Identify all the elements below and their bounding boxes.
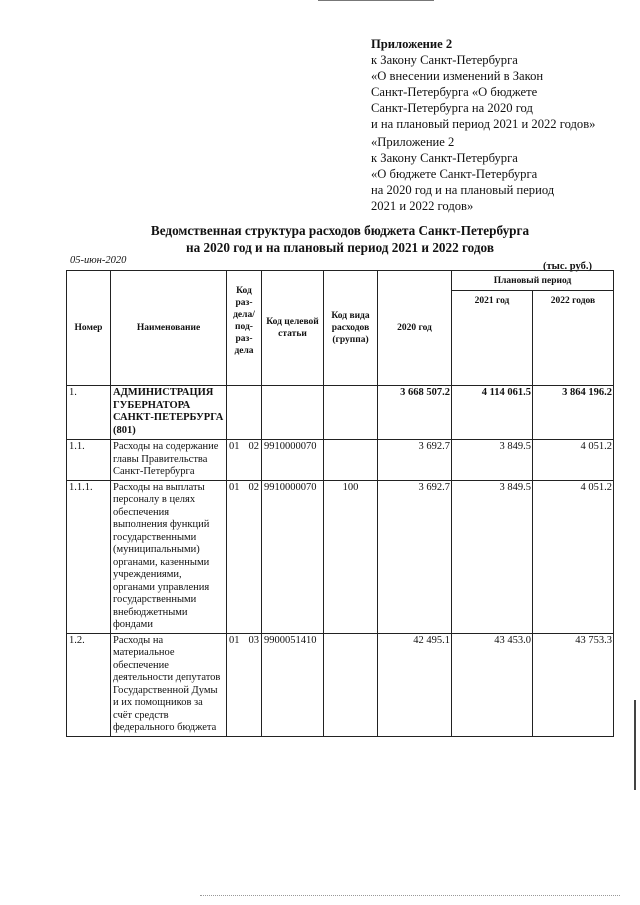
row-2022: 4 051.2 xyxy=(533,440,614,481)
row-2022: 43 753.3 xyxy=(533,633,614,736)
row-section: 01 03 xyxy=(227,633,262,736)
row-2022: 4 051.2 xyxy=(533,480,614,633)
appendix-quote xyxy=(371,134,631,214)
appendix-line: Санкт-Петербурга «О бюджете xyxy=(371,85,538,99)
table-row xyxy=(67,386,614,440)
row-2020: 3 692.7 xyxy=(378,440,452,481)
expenditure-table xyxy=(66,270,614,737)
header-2020: 2020 год xyxy=(378,271,452,386)
row-section: 01 02 xyxy=(227,440,262,481)
top-rule xyxy=(318,0,434,1)
row-target: 9900051410 xyxy=(262,633,324,736)
row-2020: 3 668 507.2 xyxy=(378,386,452,440)
appendix-quote-line: «Приложение 2 xyxy=(371,135,455,149)
row-kind: 100 xyxy=(324,480,378,633)
header-number: Номер xyxy=(67,271,111,386)
row-2021: 4 114 061.5 xyxy=(452,386,533,440)
row-name: Расходы на материальное обеспечение деятельности депутатов Государственной Думы и их помощников за счёт средств федерального бюджета xyxy=(111,633,227,736)
table-row xyxy=(67,633,614,736)
document-title-line: на 2020 год и на плановый период 2021 и 2022 годов xyxy=(186,240,494,255)
table-row xyxy=(67,440,614,481)
scan-artifact-line xyxy=(200,895,620,896)
row-number: 1. xyxy=(67,386,111,440)
row-target: 9910000070 xyxy=(262,480,324,633)
row-target: 9910000070 xyxy=(262,440,324,481)
appendix-line: «О внесении изменений в Закон xyxy=(371,69,544,83)
row-name: Расходы на выплаты персоналу в целях обеспечения выполнения функций государственными (муниципальными) органами, казенными учреждениями, органами управления государственными внебюджетными фондами xyxy=(111,480,227,633)
row-kind xyxy=(324,440,378,481)
row-2021: 43 453.0 xyxy=(452,633,533,736)
row-section xyxy=(227,386,262,440)
header-planned-period: Плановый период xyxy=(452,271,614,291)
appendix-quote-line: «О бюджете Санкт-Петербурга xyxy=(371,167,538,181)
row-section: 01 02 xyxy=(227,480,262,633)
header-2021: 2021 год xyxy=(452,291,533,386)
header-section: Код раз-дела/ под-раз-дела xyxy=(227,271,262,386)
row-2021: 3 849.5 xyxy=(452,440,533,481)
appendix-line: к Закону Санкт-Петербурга xyxy=(371,53,518,67)
row-2021: 3 849.5 xyxy=(452,480,533,633)
row-number: 1.1.1. xyxy=(67,480,111,633)
document-date: 05-июн-2020 xyxy=(70,255,127,266)
row-name: Расходы на содержание главы Правительства Санкт-Петербурга xyxy=(111,440,227,481)
appendix-quote-line: на 2020 год и на плановый период xyxy=(371,183,555,197)
header-2022: 2022 годов xyxy=(533,291,614,386)
appendix-line: и на плановый период 2021 и 2022 годов» xyxy=(371,117,596,131)
row-2020: 42 495.1 xyxy=(378,633,452,736)
table-row xyxy=(67,480,614,633)
row-kind xyxy=(324,386,378,440)
appendix-header xyxy=(371,36,631,132)
scan-edge-mark xyxy=(634,700,636,790)
units-label: (тыс. руб.) xyxy=(543,261,592,272)
row-number: 1.1. xyxy=(67,440,111,481)
appendix-line: Санкт-Петербурга на 2020 год xyxy=(371,101,533,115)
document-title-line: Ведомственная структура расходов бюджета Санкт-Петербурга xyxy=(150,223,530,238)
row-name: АДМИНИСТРАЦИЯ ГУБЕРНАТОРА САНКТ-ПЕТЕРБУРГА (801) xyxy=(111,386,227,440)
appendix-quote-line: к Закону Санкт-Петербурга xyxy=(371,151,518,165)
appendix-title: Приложение 2 xyxy=(371,37,453,51)
row-kind xyxy=(324,633,378,736)
document-title xyxy=(130,222,550,256)
header-kind: Код вида расходов (группа) xyxy=(324,271,378,386)
row-number: 1.2. xyxy=(67,633,111,736)
row-2020: 3 692.7 xyxy=(378,480,452,633)
header-target: Код целевой статьи xyxy=(262,271,324,386)
row-target xyxy=(262,386,324,440)
header-name: Наименование xyxy=(111,271,227,386)
appendix-quote-line: 2021 и 2022 годов» xyxy=(371,199,474,213)
row-2022: 3 864 196.2 xyxy=(533,386,614,440)
